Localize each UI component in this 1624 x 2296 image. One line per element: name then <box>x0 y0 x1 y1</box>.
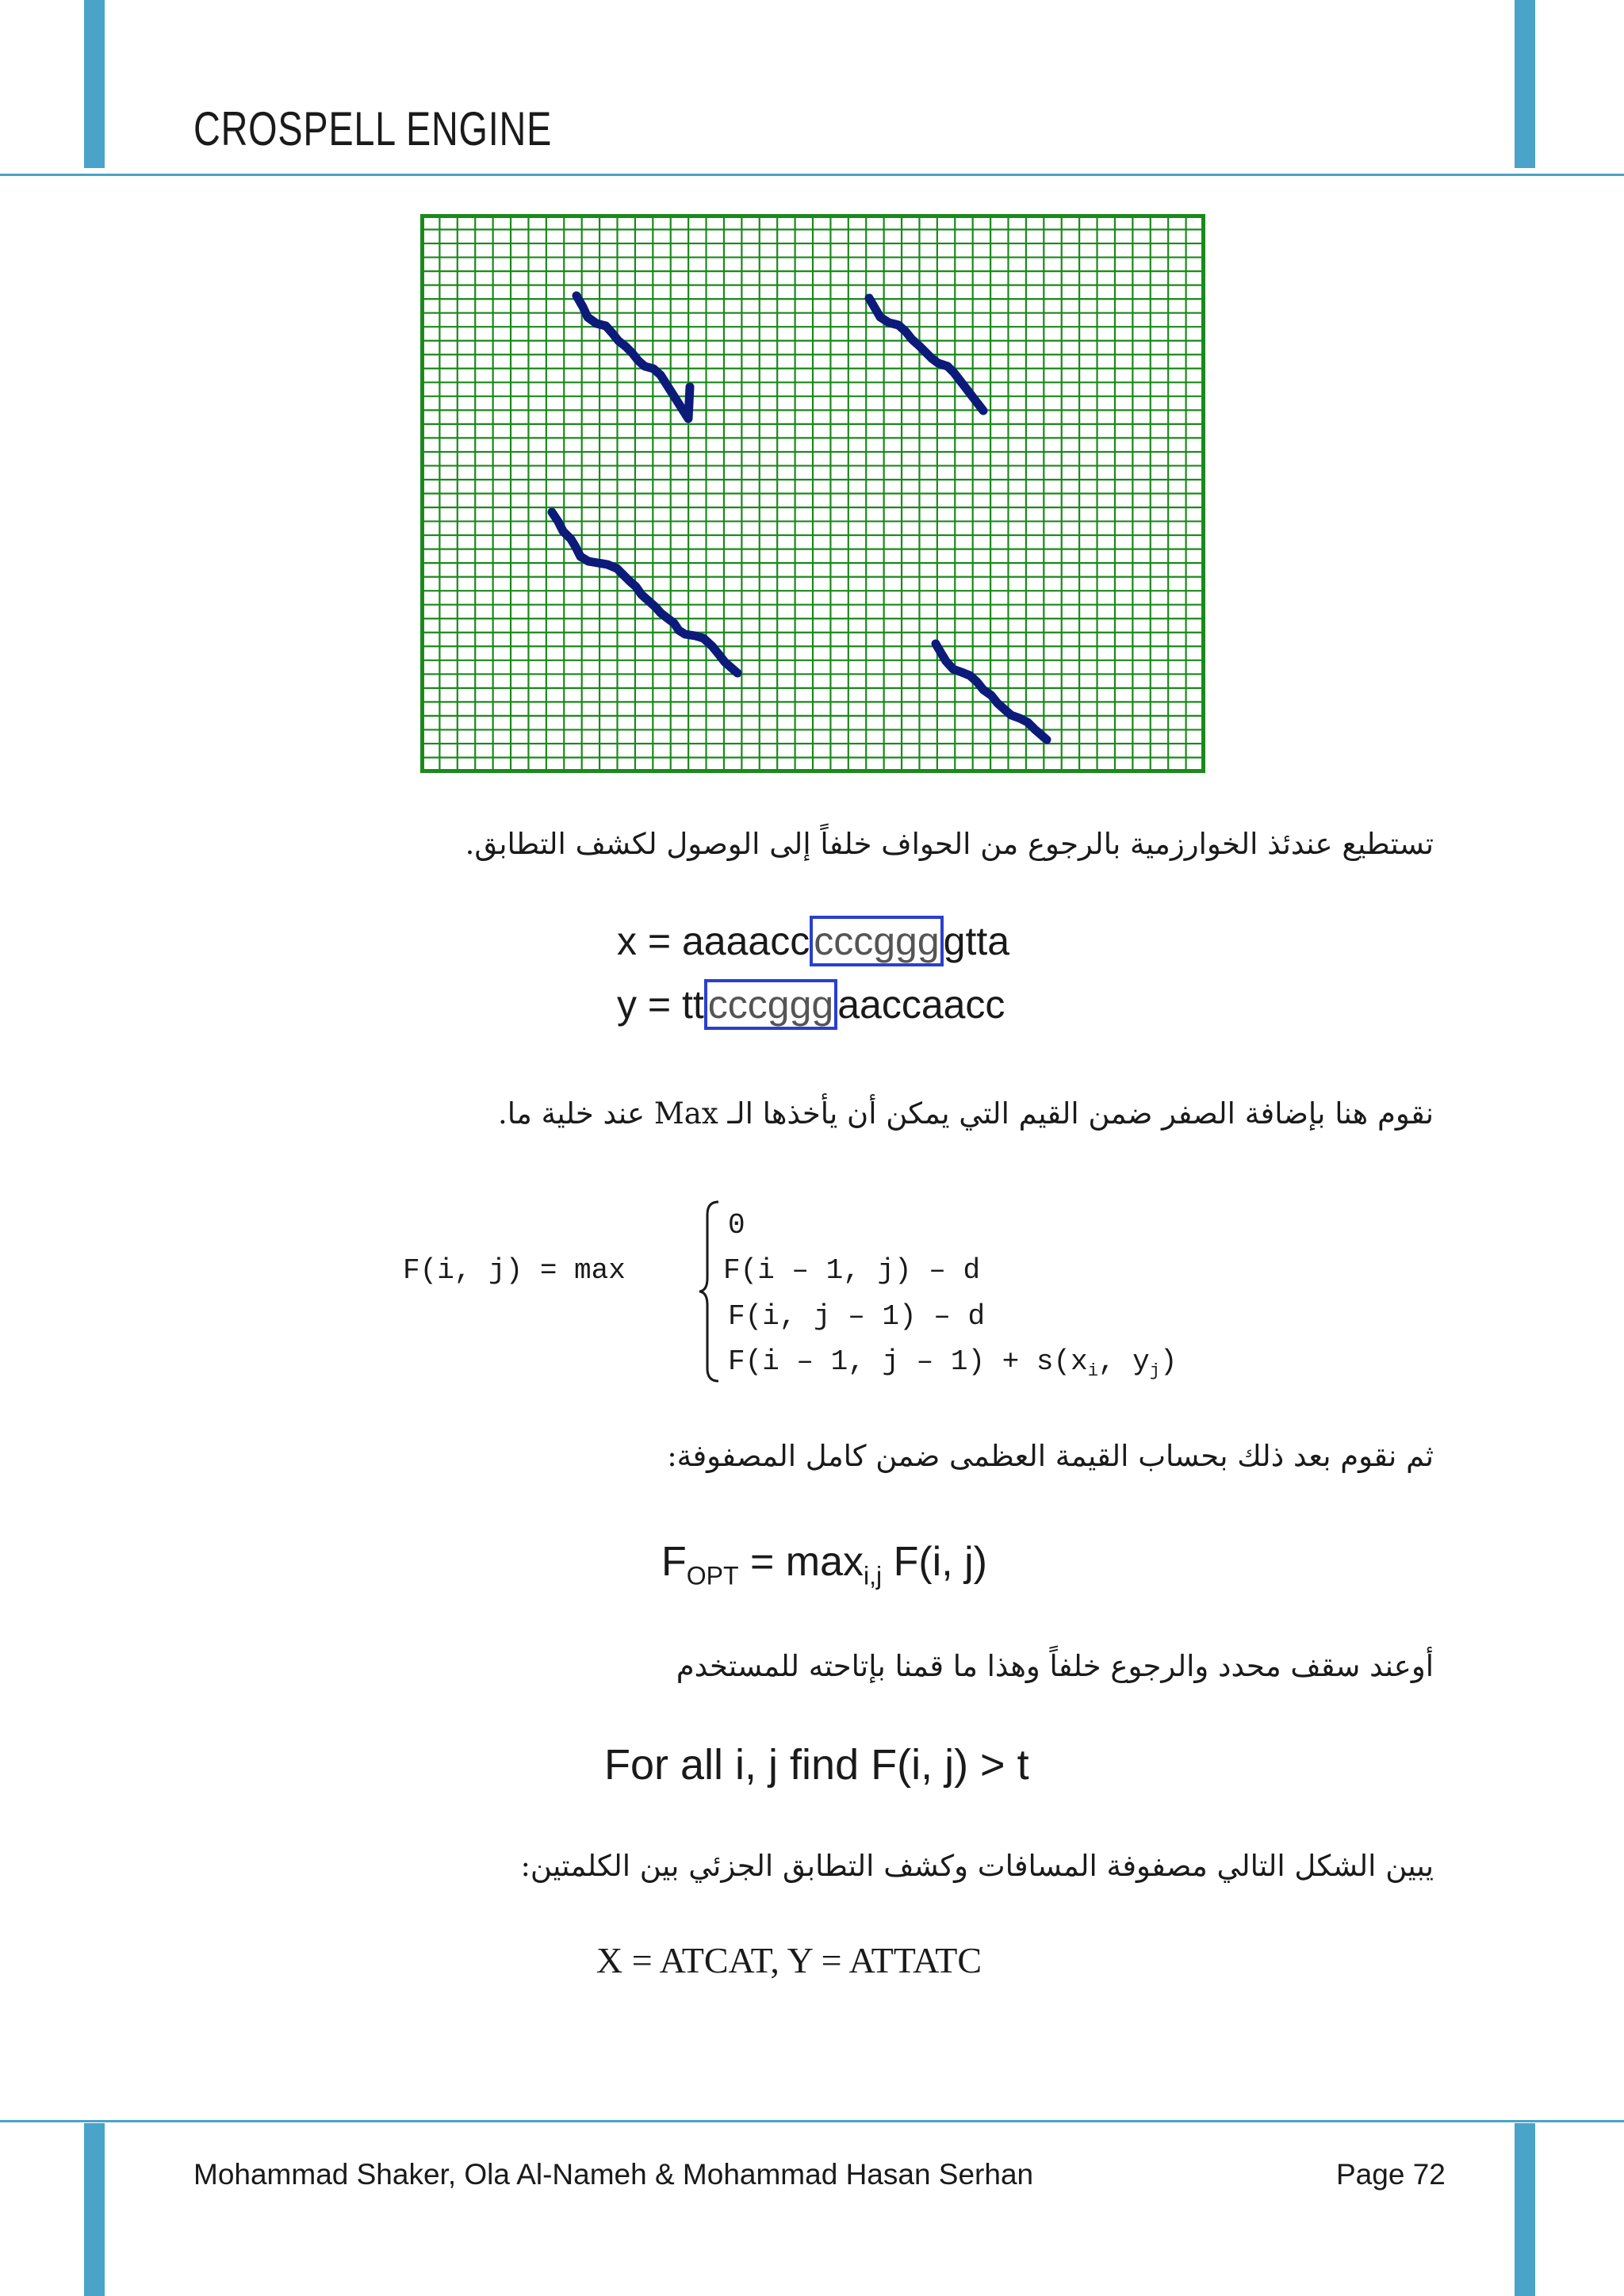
footer-authors: Mohammad Shaker, Ola Al-Nameh & Mohammad Hasan Serhan <box>193 2158 1034 2191</box>
paragraph-figure-intro: يبين الشكل التالي مصفوفة المسافات وكشف التطابق الجزئي بين الكلمتين: <box>520 1849 1434 1883</box>
example-words: X = ATCAT, Y = ATTATC <box>596 1940 982 1980</box>
formula-case-left: F(i, j – 1) – d <box>728 1300 986 1333</box>
paragraph-add-zero: نقوم هنا بإضافة الصفر ضمن القيم التي يمكن أن يأخذها الـ Max عند خلية ما. <box>497 1096 1434 1131</box>
formula-forall: For all i, j find F(i, j) > t <box>604 1741 1029 1789</box>
sequence-x-suffix: gtta <box>943 919 1010 963</box>
formula-case-zero: 0 <box>728 1209 745 1242</box>
formula-case-up: F(i – 1, j) – d <box>723 1254 981 1287</box>
paragraph-max-matrix: ثم نقوم بعد ذلك بحساب القيمة العظمى ضمن كامل المصفوفة: <box>667 1439 1434 1473</box>
paragraph-backtrack: تستطيع عندئذ الخوارزمية بالرجوع من الحواف خلفاً إلى الوصول لكشف التطابق. <box>465 827 1434 861</box>
sequence-y-prefix: y = tt <box>617 982 704 1027</box>
paragraph-threshold: أوعند سقف محدد والرجوع خلفاً وهذا ما قمنا بإتاحته للمستخدم <box>676 1649 1434 1683</box>
sequence-x-match: cccggg <box>810 916 943 966</box>
header-right-bar <box>1515 0 1535 168</box>
formula-brace <box>698 1199 722 1384</box>
header-left-bar <box>84 0 105 168</box>
alignment-path-1 <box>576 296 690 419</box>
footer-left-bar <box>84 2123 105 2296</box>
formula-lhs: F(i, j) = max <box>403 1254 626 1287</box>
footer-page-number: Page 72 <box>1336 2158 1446 2191</box>
sequence-x-prefix: x = aaaacc <box>617 919 810 963</box>
sequence-y <box>617 981 1005 1028</box>
footer-right-bar <box>1515 2123 1535 2296</box>
header-rule <box>0 174 1624 176</box>
alignment-path-3 <box>552 512 737 673</box>
grid-lines <box>422 216 1204 771</box>
formula-fopt: $F_{OPT} = \max_{i,j} F(i$, j) <box>661 1539 987 1590</box>
formula-case-diagonal: F(i – 1, $j - 1) + s(x_i$, $y_j$) <box>728 1345 1178 1382</box>
sequence-y-suffix: aaccaacc <box>837 982 1005 1027</box>
footer-rule <box>0 2120 1624 2122</box>
header-title: CROSPELL ENGINE <box>193 102 553 155</box>
sequence-x <box>617 917 1009 965</box>
alignment-grid-figure <box>420 214 1205 773</box>
sequence-y-match: cccggg <box>704 979 837 1030</box>
